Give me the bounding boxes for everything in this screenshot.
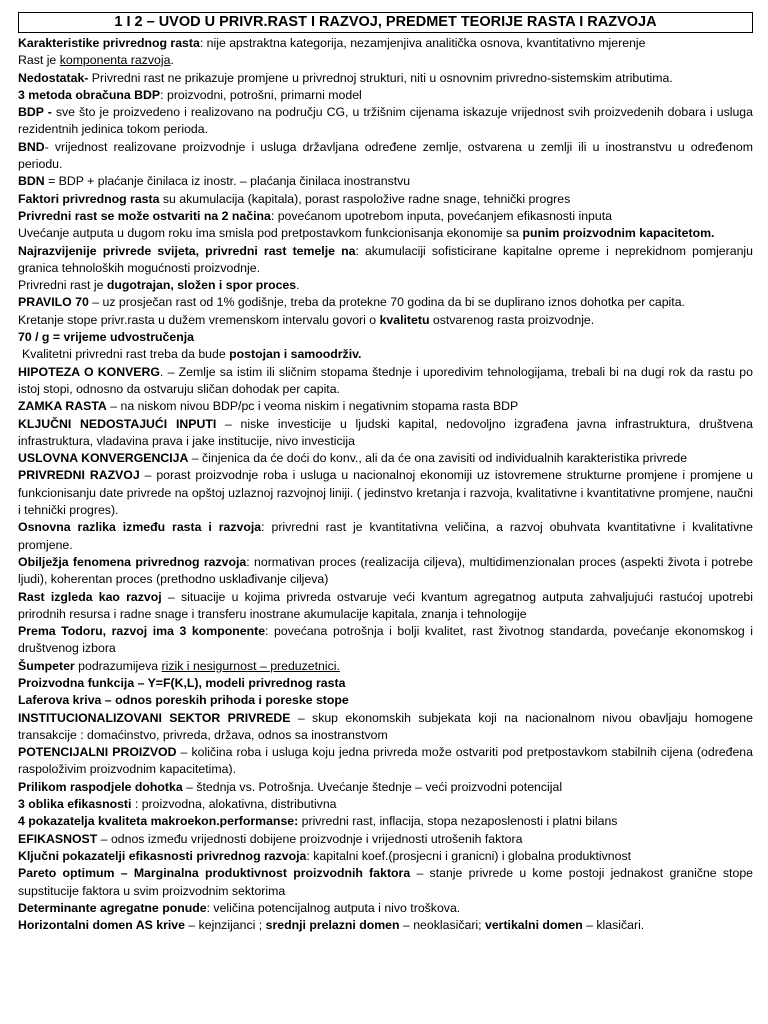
text-run: : povećana potrošnja i bolji kvalitet, rast životnog standarda, povećanje ekonomskog i društvenog izbora [18, 624, 753, 656]
bold-text: kvalitetu [379, 312, 430, 327]
bold-text: POTENCIJALNI PROIZVOD [18, 745, 177, 760]
text-run: Privredni rast je [18, 278, 107, 293]
text-run: Kvalitetni privredni rast treba da bude [22, 347, 230, 362]
bold-text: Determinante agregatne ponude [18, 900, 207, 915]
paragraph-privredni-rast-dugotrajan [18, 277, 753, 294]
paragraph-zamka-rasta [18, 398, 753, 415]
text-run: – skup ekonomskih subjekata koji na nacionalnom nivou obavljaju homogene transakcije : domaćinstvo, privreda, država, odnos sa inostranstvom [18, 710, 753, 742]
paragraph-oblici-efikasnosti [18, 796, 753, 813]
text-run: privredni rast, inflacija, stopa nezaposlenosti i platni bilans [298, 814, 618, 829]
paragraph-prema-todoru [18, 623, 753, 658]
paragraph-laferova-kriva [18, 692, 753, 709]
bold-text: Faktori privrednog rasta [18, 191, 160, 206]
text-run: – niske investicije u ljudski kapital, nedovoljno izgrađena javna infrastruktura, društvena infrastruktura, vladavina prava i jake institucije, nivo investicija [18, 416, 753, 448]
bold-text: 70 / g = vrijeme udvostručenja [18, 330, 194, 345]
text-run: – stanje privrede u kome postoji jednakost granične stope supstitucije faktora u svim proizvodnim sektorima [18, 866, 753, 898]
bold-text: INSTITUCIONALIZOVANI SEKTOR PRIVREDE [18, 710, 291, 725]
bold-text: Privredni rast se može ostvariti na 2 načina [18, 208, 271, 223]
bold-text: KLJUČNI NEDOSTAJUĆI INPUTI [18, 416, 217, 431]
text-run: – činjenica da će doći do konv., ali da će ona zavisiti od individualnih karakteristika privrede [188, 451, 688, 466]
bold-text: HIPOTEZA O KONVERG [18, 364, 160, 379]
text-run: . [170, 53, 174, 68]
paragraph-hipoteza-o-konverg [18, 364, 753, 399]
paragraph-nedostatak [18, 70, 753, 87]
text-run: = BDP + plaćanje činilaca iz inostr. – plaćanja činilaca inostranstvu [44, 174, 411, 189]
text-run: – situacije u kojima privreda ostvaruje veći kvantum agregatnog autputa zahvaljujući rastućoj upotrebi prirodnih resursa i radne snage i transferu inostrane akumulacije kapitala, znanja i tehnologije [18, 589, 753, 621]
text-run: – klasičari. [582, 918, 645, 933]
bold-text: srednji prelazni domen [265, 918, 400, 933]
bold-text: Horizontalni domen AS krive [18, 918, 185, 933]
text-run: : nije apstraktna kategorija, nezamjenjiva analitička osnova, kvantitativno mjerenje [199, 36, 646, 50]
text-run: sve što je proizvedeno i realizovano na području CG, u tržišnim cijenama iskazuje vrijednost svih proizvedenih dobara i usluga rezidentnih jedinica tokom perioda. [18, 105, 753, 137]
text-run: – štednja vs. Potrošnja. Uvećanje štednje – veći proizvodni potencijal [182, 779, 563, 794]
text-run: : privredni rast je kvantitativna veličina, a razvoj obuhvata kvantitativne i kvalitativne promjene. [18, 520, 753, 552]
bold-text: ZAMKA RASTA [18, 399, 107, 414]
bold-text: Prema Todoru, razvoj ima 3 komponente [18, 624, 266, 639]
paragraph-bnd-definicija [18, 139, 753, 174]
text-run: – odnos između vrijednosti dobijene proizvodnje i vrijednosti utrošenih faktora [97, 831, 523, 846]
text-run: Privredni rast ne prikazuje promjene u privrednoj strukturi, niti u osnovnim privredno-sistemskim atributima. [88, 70, 673, 85]
bold-text: BDP - [18, 105, 52, 120]
bold-text: Laferova kriva – odnos poreskih prihoda i poreske stope [18, 693, 349, 708]
paragraph-efikasnost [18, 831, 753, 848]
paragraph-najrazvijenije-privrede [18, 243, 753, 278]
paragraph-privredni-razvoj [18, 467, 753, 519]
text-run: : akumulaciji sofisticirane kapitalne opreme i neprekidnom pomjeranju granica tehnoloških mogućnosti proizvodnje. [18, 243, 753, 275]
text-run: – kejnzijanci ; [184, 918, 266, 933]
bold-text: Osnovna razlika između rasta i razvoja [18, 520, 262, 535]
bold-text: postojan i samoodrživ. [229, 347, 362, 362]
paragraph-obiljezja-razvoja [18, 554, 753, 589]
underlined-text: rizik i nesigurnost – preduzetnici. [161, 658, 340, 673]
bold-text: BDN [18, 174, 45, 189]
paragraph-vrijeme-udvostrucenja [18, 329, 753, 346]
bold-text: Nedostatak- [18, 70, 89, 85]
text-run: – neoklasičari; [399, 918, 485, 933]
paragraph-prilikom-raspodjele-dohotka [18, 779, 753, 796]
bold-text: Proizvodna funkcija – Y=F(K,L), modeli privrednog rasta [18, 675, 346, 690]
text-run: : normativan proces (realizacija ciljeva), multidimenzionalan proces (aspekti života i potrebe ljudi), koherentan proces (prethodno usklađivanje ciljeva) [18, 554, 754, 587]
bold-text: 4 pokazatelja kvaliteta makroekon.performanse: [18, 814, 299, 829]
bold-text: Pareto optimum – Marginalna produktivnost proizvodnih faktora [18, 866, 411, 881]
bold-text: BND [18, 139, 45, 154]
text-run: . – Zemlje sa istim ili sličnim stopama štednje i uporedivim tehnologijama, trebali bi na dugi rok da rastu po istoj stopi, odnosno da ostvaruju sličan dohodak per capita. [18, 364, 753, 396]
document-page [18, 12, 753, 934]
text-run: Uvećanje autputa u dugom roku ima smisla pod pretpostavkom funkcionisanja ekonomije sa [18, 226, 523, 241]
text-run: . [296, 278, 300, 293]
bold-text: Karakteristike privrednog rasta [18, 36, 200, 50]
text-run: : povećanom upotrebom inputa, povećanjem efikasnosti inputa [270, 208, 612, 223]
bold-text: dugotrajan, složen i spor proces [106, 278, 297, 293]
text-run: : veličina potencijalnog autputa i nivo troškova. [206, 900, 461, 915]
paragraph-metode-obracuna-bdp [18, 87, 753, 104]
text-run: : proizvodna, alokativna, distributivna [131, 797, 337, 812]
text-run: Rast je [18, 53, 60, 68]
paragraph-uslovna-konvergencija [18, 450, 753, 467]
text-run: – na niskom nivou BDP/pc i veoma niskim i negativnim stopama rasta BDP [106, 399, 519, 414]
paragraph-rast-komponenta-razvoja [18, 52, 753, 69]
paragraph-rast-izgleda-kao-razvoj [18, 589, 753, 624]
document-body [18, 35, 753, 934]
paragraph-sumpeter [18, 658, 753, 675]
paragraph-kljucni-nedostajuci-inputi [18, 416, 753, 451]
paragraph-determinante-agregatne-ponude [18, 900, 753, 917]
bold-text: 3 metoda obračuna BDP [18, 87, 161, 102]
paragraph-kvalitetni-rast [18, 346, 753, 363]
paragraph-pravilo-70 [18, 294, 753, 311]
bold-text: Rast izgleda kao razvoj [18, 589, 162, 604]
paragraph-osnovna-razlika [18, 519, 753, 554]
paragraph-karakteristike-privrednog-rasta [18, 35, 753, 52]
text-run: – uz prosječan rast od 1% godišnje, treba da protekne 70 godina da bi se duplirano iznos dohotka per capita. [88, 295, 685, 310]
underlined-text: komponenta razvoja [59, 53, 171, 68]
text-run: - vrijednost realizovane proizvodnje i usluga državljana određene zemlje, ostvarena u zemlji ili u inostranstvu u određenom periodu. [18, 139, 753, 172]
paragraph-kretanje-stope-rasta [18, 312, 753, 329]
bold-text: Prilikom raspodjele dohotka [18, 779, 183, 794]
text-run: : kapitalni koef.(prosjecni i granicni) i globalna produktivnost [306, 848, 632, 863]
bold-text: Najrazvijenije privrede svijeta, privredni rast temelje na [18, 243, 356, 258]
bold-text: EFIKASNOST [18, 831, 98, 846]
paragraph-bdn-formula [18, 173, 753, 190]
text-run: – količina roba i usluga koju jedna privreda može ostvariti pod pretpostavkom stabilnih cijena (određena raspoloživim proizvodnim kapacitetima). [18, 745, 753, 777]
paragraph-bdp-definicija [18, 104, 753, 139]
bold-text: 3 oblika efikasnosti [18, 797, 132, 812]
bold-text: Šumpeter [18, 658, 75, 673]
paragraph-domeni-as-krive [18, 917, 753, 934]
bold-text: Obilježja fenomena privrednog razvoja [18, 554, 247, 569]
paragraph-faktori-privrednog-rasta [18, 191, 753, 208]
bold-text: PRAVILO 70 [18, 295, 89, 310]
paragraph-kljucni-pokazatelji-efikasnosti [18, 848, 753, 865]
paragraph-uvecanje-autputa [18, 225, 753, 242]
text-run: ostvarenog rasta proizvodnje. [429, 312, 595, 327]
bold-text: punim proizvodnim kapacitetom. [522, 226, 715, 241]
paragraph-proizvodna-funkcija [18, 675, 753, 692]
paragraph-potencijalni-proizvod [18, 744, 753, 779]
text-run: – porast proizvodnje roba i usluga u nacionalnoj ekonomiji uz istovremene strukturne promjene i promjene u funkcionisanju date privrede na opštoj uzlaznoj razvojnoj liniji. ( jedinstvo kretanja i razvoja, kvalitativne i kvantitativne promjene, naučni i tehnički progres). [18, 468, 753, 518]
bold-text: USLOVNA KONVERGENCIJA [18, 451, 189, 466]
text-run: Kretanje stope privr.rasta u dužem vremenskom intervalu govori o [18, 312, 380, 327]
text-run: su akumulacija (kapitala), porast raspoložive radne snage, tehnički progres [159, 191, 571, 206]
page-title: 1 I 2 – UVOD U PRIVR.RAST I RAZVOJ, PREDMET TEORIJE RASTA I RAZVOJA [18, 12, 753, 33]
paragraph-nacini-ostvarivanja-rasta [18, 208, 753, 225]
bold-text: vertikalni domen [484, 918, 583, 933]
paragraph-pareto-optimum [18, 865, 753, 900]
paragraph-pokazatelji-kvaliteta [18, 813, 753, 830]
bold-text: PRIVREDNI RAZVOJ [18, 468, 140, 483]
text-run: podrazumijeva [74, 658, 162, 673]
text-run: : proizvodni, potrošni, primarni model [160, 87, 362, 102]
paragraph-institucionalizovani-sektor [18, 710, 753, 745]
bold-text: Ključni pokazatelji efikasnosti privrednog razvoja [18, 848, 307, 863]
